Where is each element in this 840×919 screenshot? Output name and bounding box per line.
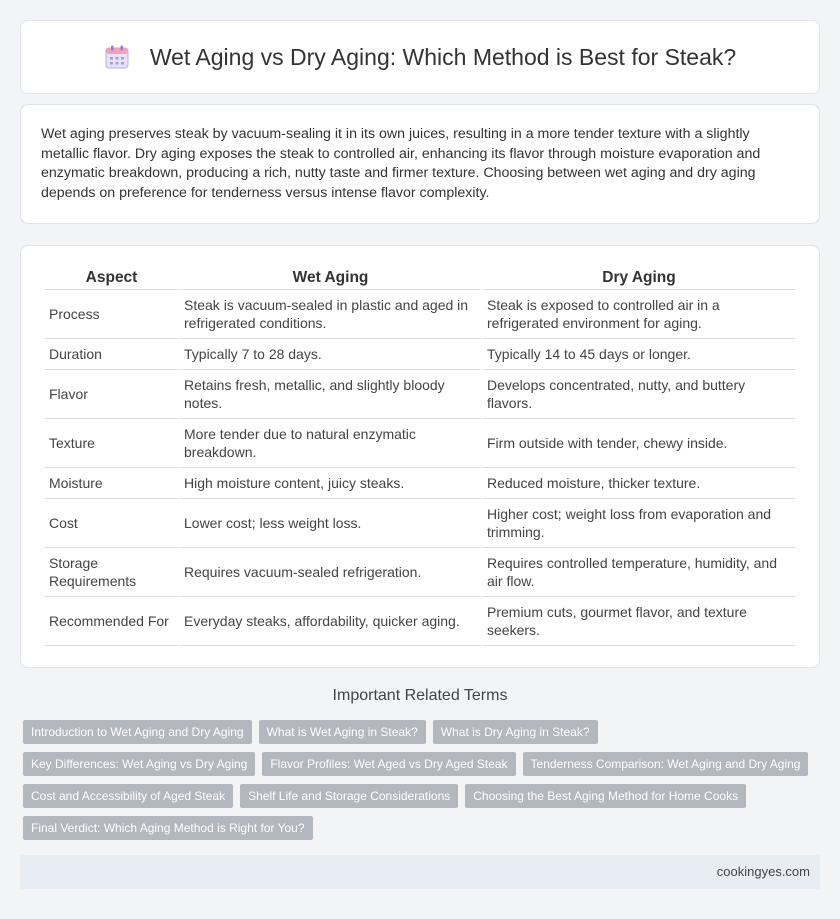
row-aspect: Moisture (45, 468, 178, 499)
header-aspect: Aspect (45, 264, 178, 290)
row-wet: Retains fresh, metallic, and slightly bloody notes. (180, 370, 481, 419)
table-row (45, 548, 795, 597)
row-wet: Typically 7 to 28 days. (180, 339, 481, 370)
table-row (45, 468, 795, 499)
row-aspect: Texture (45, 419, 178, 468)
row-aspect: Storage Requirements (45, 548, 178, 597)
related-tag[interactable]: Cost and Accessibility of Aged Steak (23, 784, 233, 808)
related-tag[interactable]: What is Wet Aging in Steak? (259, 720, 426, 744)
header-wet-aging: Wet Aging (180, 264, 481, 290)
row-dry: Requires controlled temperature, humidity, and air flow. (483, 548, 795, 597)
related-tag[interactable]: What is Dry Aging in Steak? (433, 720, 598, 744)
calendar-icon (104, 44, 130, 70)
related-tag[interactable]: Final Verdict: Which Aging Method is Right for You? (23, 816, 313, 840)
related-tag[interactable]: Choosing the Best Aging Method for Home Cooks (465, 784, 746, 808)
related-tags (23, 720, 823, 848)
row-dry: Steak is exposed to controlled air in a refrigerated environment for aging. (483, 290, 795, 339)
row-dry: Premium cuts, gourmet flavor, and texture seekers. (483, 597, 795, 646)
title-card (20, 20, 820, 94)
related-tag[interactable]: Introduction to Wet Aging and Dry Aging (23, 720, 252, 744)
related-tag[interactable]: Tenderness Comparison: Wet Aging and Dry Aging (523, 752, 809, 776)
related-tag[interactable]: Shelf Life and Storage Considerations (240, 784, 458, 808)
table-header-row (45, 264, 795, 290)
intro-card (20, 104, 820, 224)
table-row (45, 370, 795, 419)
row-wet: Lower cost; less weight loss. (180, 499, 481, 548)
row-aspect: Recommended For (45, 597, 178, 646)
footer (20, 855, 820, 889)
header-dry-aging: Dry Aging (483, 264, 795, 290)
row-aspect: Duration (45, 339, 178, 370)
row-wet: More tender due to natural enzymatic breakdown. (180, 419, 481, 468)
row-dry: Typically 14 to 45 days or longer. (483, 339, 795, 370)
related-tag[interactable]: Flavor Profiles: Wet Aged vs Dry Aged Steak (262, 752, 515, 776)
table-row (45, 597, 795, 646)
comparison-table (43, 264, 797, 646)
row-dry: Develops concentrated, nutty, and buttery flavors. (483, 370, 795, 419)
table-row (45, 290, 795, 339)
footer-site-link[interactable]: cookingyes.com (716, 864, 810, 879)
table-row (45, 499, 795, 548)
row-wet: Everyday steaks, affordability, quicker aging. (180, 597, 481, 646)
row-wet: High moisture content, juicy steaks. (180, 468, 481, 499)
row-dry: Firm outside with tender, chewy inside. (483, 419, 795, 468)
page-title (104, 44, 736, 71)
table-row (45, 419, 795, 468)
row-aspect: Cost (45, 499, 178, 548)
related-tag[interactable]: Key Differences: Wet Aging vs Dry Aging (23, 752, 255, 776)
table-row (45, 339, 795, 370)
intro-paragraph: Wet aging preserves steak by vacuum-sealing it in its own juices, resulting in a more tender texture with a slightly metallic flavor. Dry aging exposes the steak to controlled air, enhancing its flavor through moisture evaporation and enzymatic breakdown, producing a rich, nutty taste and firmer texture. Choosing between wet aging and dry aging depends on preference for tenderness versus intense flavor complexity. (41, 126, 761, 201)
row-wet: Requires vacuum-sealed refrigeration. (180, 548, 481, 597)
page-title-text: Wet Aging vs Dry Aging: Which Method is Best for Steak? (149, 43, 737, 70)
row-aspect: Process (45, 290, 178, 339)
row-dry: Reduced moisture, thicker texture. (483, 468, 795, 499)
row-aspect: Flavor (45, 370, 178, 419)
row-dry: Higher cost; weight loss from evaporation and trimming. (483, 499, 795, 548)
row-wet: Steak is vacuum-sealed in plastic and aged in refrigerated conditions. (180, 290, 481, 339)
related-terms-heading: Important Related Terms (332, 687, 508, 704)
comparison-table-card (20, 245, 820, 668)
